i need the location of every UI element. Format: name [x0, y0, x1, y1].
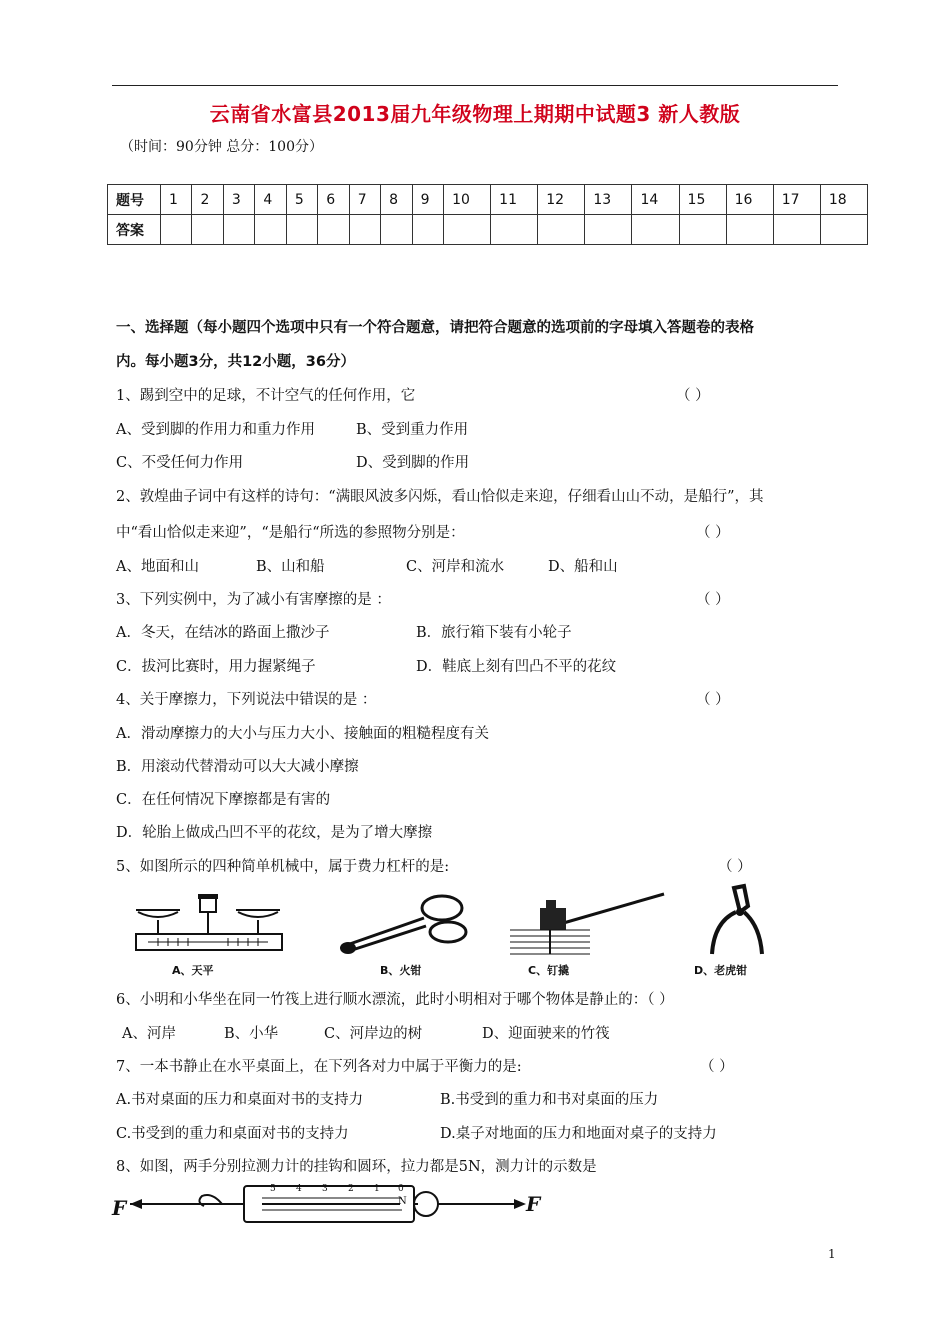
caption-tongs: B、火钳 [380, 964, 422, 977]
answer-cell[interactable] [679, 215, 726, 245]
q3-option-b: B．旅行箱下装有小轮子 [416, 625, 572, 641]
question-number-cell: 8 [381, 185, 412, 215]
question-number-cell: 11 [491, 185, 538, 215]
question-number-cell: 6 [318, 185, 349, 215]
answer-cell[interactable] [491, 215, 538, 245]
scale-mark: 2 [348, 1184, 354, 1194]
question-number-cell: 9 [412, 185, 443, 215]
q2-option-a: A、地面和山 [116, 559, 199, 575]
page-title: 云南省水富县2013届九年级物理上期期中试题3 新人教版 [209, 102, 741, 126]
question-6-stem: 6、小明和小华坐在同一竹筏上进行顺水漂流，此时小明相对于哪个物体是静止的：（ ） [116, 992, 674, 1008]
answer-cell[interactable] [412, 215, 443, 245]
nail-puller-icon [510, 888, 670, 960]
question-number-cell: 18 [820, 185, 867, 215]
answer-cell[interactable] [223, 215, 254, 245]
question-number-cell: 5 [286, 185, 317, 215]
answer-cell[interactable] [381, 215, 412, 245]
caption-pliers: D、老虎钳 [694, 964, 748, 977]
answer-paren: （ ） [696, 592, 730, 608]
table-row-numbers [108, 185, 868, 215]
answer-paren: （ ） [696, 525, 730, 541]
q7-option-d: D.桌子对地面的压力和地面对桌子的支持力 [440, 1126, 717, 1142]
row-label-number: 题号 [108, 185, 161, 215]
q6-option-c: C、河岸边的树 [324, 1026, 423, 1042]
answer-paren: （ ） [696, 692, 730, 708]
spring-scale-icon [112, 1180, 548, 1228]
answer-cell[interactable] [161, 215, 192, 245]
scale-mark: 1 [374, 1184, 380, 1194]
question-number-cell: 4 [255, 185, 286, 215]
question-number-cell: 13 [585, 185, 632, 215]
q2-option-d: D、船和山 [548, 559, 618, 575]
q7-option-a: A.书对桌面的压力和桌面对书的支持力 [116, 1092, 364, 1108]
answer-cell[interactable] [726, 215, 773, 245]
q1-option-d: D、受到脚的作用 [356, 455, 470, 471]
scale-mark: 3 [322, 1184, 328, 1194]
question-7-stem: 7、一本书静止在水平桌面上，在下列各对力中属于平衡力的是: [116, 1059, 522, 1075]
answer-paren: （ ） [700, 1059, 734, 1075]
pliers-icon [704, 882, 774, 960]
fire-tongs-icon [334, 888, 474, 960]
answer-paren: （ ） [718, 859, 752, 875]
scale-mark: 5 [270, 1184, 276, 1194]
page-number: 1 [828, 1247, 836, 1261]
q4-option-d: D．轮胎上做成凸凹不平的花纹，是为了增大摩擦 [116, 825, 433, 841]
force-label-right: F [526, 1192, 541, 1216]
scale-mark: 4 [296, 1184, 302, 1194]
answer-cell[interactable] [286, 215, 317, 245]
top-rule [112, 85, 838, 86]
row-label-answer: 答案 [108, 215, 161, 245]
force-label-left: F [112, 1196, 127, 1220]
question-2-stem-line2: 中“看山恰似走来迎”，“是船行“所选的参照物分别是： [116, 525, 465, 541]
q3-option-d: D．鞋底上刻有凹凸不平的花纹 [416, 659, 617, 675]
q7-option-b: B.书受到的重力和书对桌面的压力 [440, 1092, 659, 1108]
section-heading-line2: 内。每小题3分，共12小题，36分） [116, 354, 355, 370]
answer-cell[interactable] [192, 215, 223, 245]
question-4-stem: 4、关于摩擦力，下列说法中错误的是 ： [116, 692, 377, 708]
answer-cell[interactable] [820, 215, 867, 245]
question-number-cell: 10 [444, 185, 491, 215]
q7-option-c: C.书受到的重力和桌面对书的支持力 [116, 1126, 349, 1142]
question-number-cell: 3 [223, 185, 254, 215]
q3-option-c: C．拔河比赛时，用力握紧绳子 [116, 659, 316, 675]
question-number-cell: 15 [679, 185, 726, 215]
section-heading-line1: 一、选择题（每小题四个选项中只有一个符合题意，请把符合题意的选项前的字母填入答题卷的表格 [116, 320, 754, 336]
q4-option-b: B．用滚动代替滑动可以大大减小摩擦 [116, 759, 359, 775]
question-8-stem: 8、如图，两手分别拉测力计的挂钩和圆环，拉力都是5N，测力计的示数是 [116, 1159, 597, 1175]
question-number-cell: 1 [161, 185, 192, 215]
question-1-stem: 1、踢到空中的足球，不计空气的任何作用，它 [116, 388, 416, 404]
question-number-cell: 16 [726, 185, 773, 215]
q4-option-a: A．滑动摩擦力的大小与压力大小、接触面的粗糙程度有关 [116, 726, 489, 742]
question-5-stem: 5、如图所示的四种简单机械中，属于费力杠杆的是: [116, 859, 450, 875]
exam-meta: （时间：90分钟 总分：100分） [120, 139, 323, 155]
balance-scale-icon [128, 890, 288, 960]
answer-cell[interactable] [538, 215, 585, 245]
caption-nail-puller: C、钉撬 [528, 964, 570, 977]
q1-option-c: C、不受任何力作用 [116, 455, 244, 471]
question-number-cell: 12 [538, 185, 585, 215]
answer-cell[interactable] [444, 215, 491, 245]
question-number-cell: 14 [632, 185, 679, 215]
answer-table [107, 184, 868, 245]
q2-option-c: C、河岸和流水 [406, 559, 505, 575]
q3-option-a: A．冬天，在结冰的路面上撒沙子 [116, 625, 330, 641]
answer-cell[interactable] [632, 215, 679, 245]
question-3-stem: 3、下列实例中，为了减小有害摩擦的是 ： [116, 592, 391, 608]
question-number-cell: 17 [773, 185, 820, 215]
caption-balance: A、天平 [172, 964, 214, 977]
q6-option-b: B、小华 [224, 1026, 279, 1042]
q6-option-d: D、迎面驶来的竹筏 [482, 1026, 610, 1042]
q1-option-a: A、受到脚的作用力和重力作用 [116, 422, 315, 438]
question-number-cell: 2 [192, 185, 223, 215]
q4-option-c: C．在任何情况下摩擦都是有害的 [116, 792, 331, 808]
question-2-stem-line1: 2、敦煌曲子词中有这样的诗句：“满眼风波多闪烁，看山恰似走来迎，仔细看山山不动，是船行”，其 [116, 489, 764, 505]
scale-unit: N [398, 1196, 407, 1207]
table-row-answers [108, 215, 868, 245]
answer-cell[interactable] [349, 215, 380, 245]
q1-option-b: B、受到重力作用 [356, 422, 469, 438]
question-number-cell: 7 [349, 185, 380, 215]
answer-cell[interactable] [318, 215, 349, 245]
q2-option-b: B、山和船 [256, 559, 325, 575]
scale-mark: 0 [398, 1184, 404, 1194]
answer-paren: （ ） [676, 388, 710, 404]
q6-option-a: A、河岸 [122, 1026, 176, 1042]
answer-cell[interactable] [255, 215, 286, 245]
answer-cell[interactable] [585, 215, 632, 245]
answer-cell[interactable] [773, 215, 820, 245]
